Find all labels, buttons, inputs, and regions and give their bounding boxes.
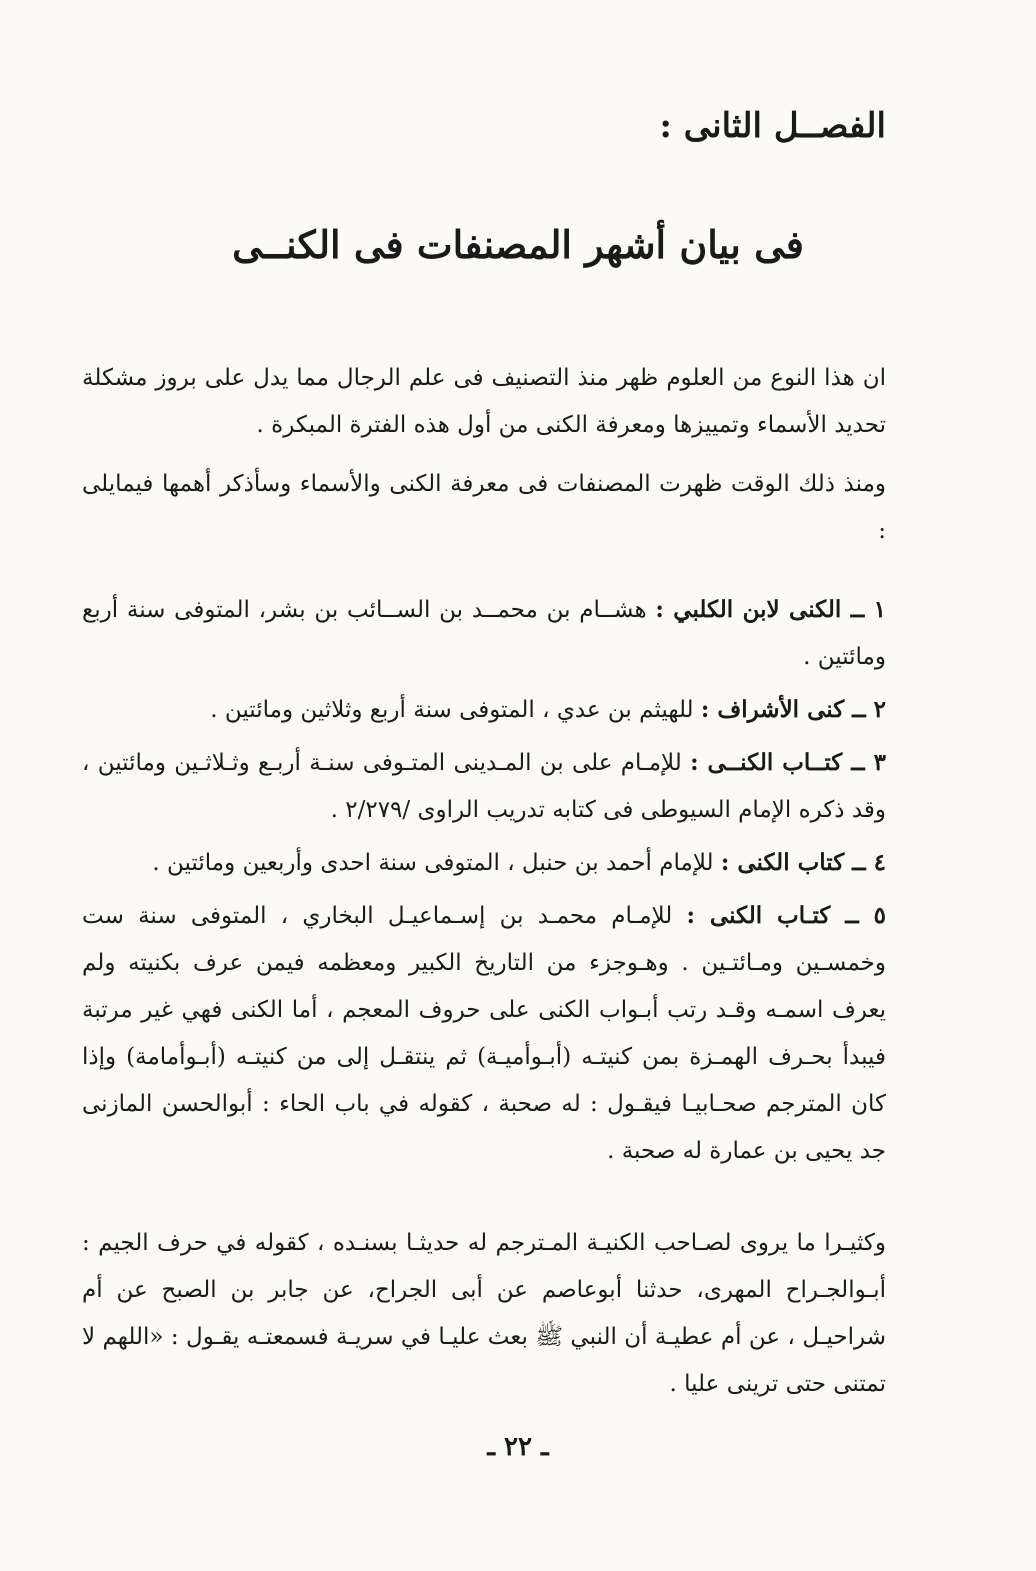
closing-paragraph: وكثيـرا ما يروى لصـاحب الكنيـة المـترجم له حديثـا بسنـده ، كقوله في حرف الجيم : أبـوالجـراح المهرى، حدثنا أبوعاصم عن أبى الجراح، عن جابر بن الصبح عن أم شراحيـل ، عن أم عطيـة أن النبي ﷺ بعث عليـا في سريـة فسمعتـه يقـول : «اللهم لا تمتنى حتى ترينى عليا . <box>82 1230 886 1397</box>
item-title: ٥ ــ كتـاب الكنى : <box>686 902 886 929</box>
item-title: ١ ــ الكنى لابن الكلبي : <box>655 596 886 623</box>
page-number: ـ ٢٢ ـ <box>487 1432 549 1462</box>
item-text: هشــام بن محمــد بن الســائب بن بشر، المتوفى سنة أربع ومائتين . <box>82 597 886 670</box>
item-title: ٤ ــ كتاب الكنى : <box>720 849 886 876</box>
list-item <box>82 892 886 1175</box>
item-text: للإمـام محمـد بن إسـماعيـل البخاري ، المتوفى سنة ست وخمسـين ومـائتـين . وهـوجزء من التاريخ الكبير ومعظمه فيمن عرف بكنيته ولم يعرف اسمـه وقـد رتب أبـواب الكنى على حروف المعجم ، أما الكنى فهي غير مرتبة فيبدأ بحـرف الهمـزة بمن كنيتـه (أبـوأميـة) ثم ينتقـل إلى من كنيتـه (أبـوأمامة) وإذا كان المترجم صحـابيـا فيقـول : له صحبة ، كقوله في باب الحاء : أبوالحسن المازنى جد يحيى بن عمارة له صحبة . <box>82 903 886 1164</box>
item-text: للهيثم بن عدي ، المتوفى سنة أربع وثلاثين ومائتين . <box>210 697 701 723</box>
item-title: ٢ ــ كنى الأشراف : <box>700 696 886 723</box>
list-item <box>82 686 886 734</box>
closing-section <box>82 1220 886 1408</box>
section-title: فى بيان أشهر المصنفات فى الكنــى <box>232 222 804 267</box>
item-text: للإمام أحمد بن حنبل ، المتوفى سنة احدى وأربعين ومائتين . <box>152 850 721 876</box>
list-item <box>82 739 886 834</box>
intro-paragraph: ومنذ ذلك الوقت ظهرت المصنفات فى معرفة الكنى والأسماء وسأذكر أهمها فيمايلى : <box>82 471 886 544</box>
item-text: للإمـام على بن المـدينى المتـوفى سنـة أربـع وثـلاثـين ومائتين ، وقد ذكره الإمام السيوطى فى كتابه تدريب الراوى /٢/٢٧٩ . <box>82 750 886 823</box>
intro-section <box>82 355 886 555</box>
list-item <box>82 839 886 887</box>
intro-paragraph: ان هذا النوع من العلوم ظهر منذ التصنيف فى علم الرجال مما يدل على بروز مشكلة تحديد الأسماء وتمييزها ومعرفة الكنى من أول هذه الفترة المبكرة . <box>82 365 886 438</box>
works-list <box>82 586 886 1175</box>
chapter-title: الفصــل الثانى : <box>659 106 886 146</box>
list-item <box>82 586 886 681</box>
item-title: ٣ ــ كتــاب الكنــى : <box>690 749 887 776</box>
